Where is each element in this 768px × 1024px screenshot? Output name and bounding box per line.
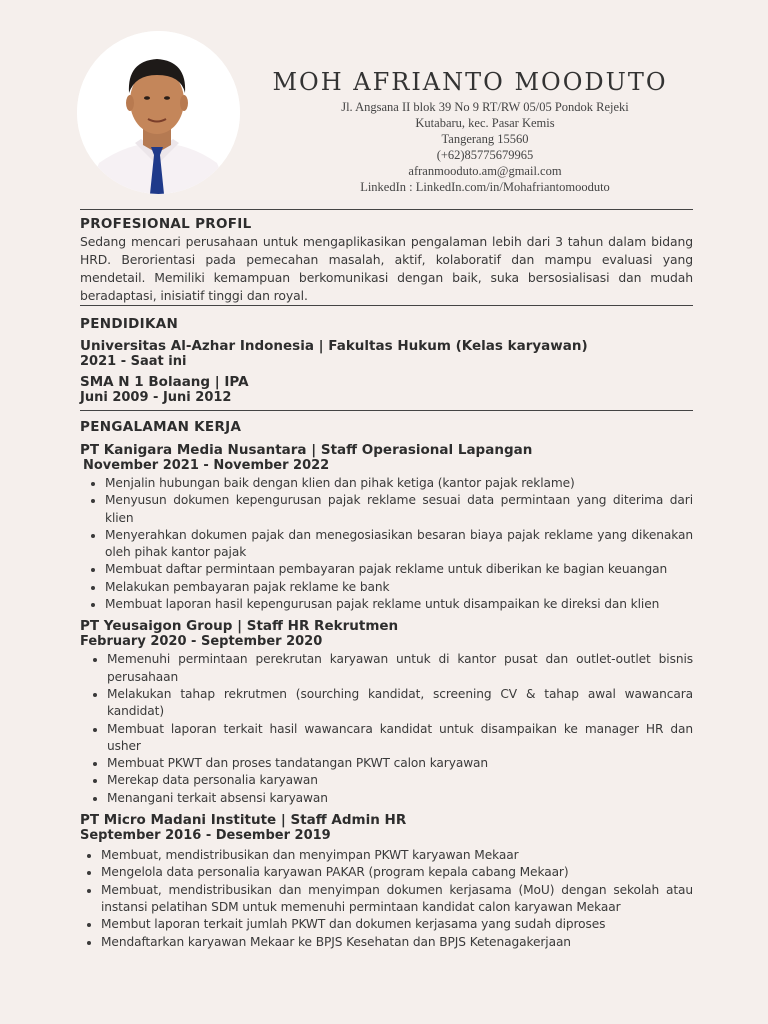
profile-text: Sedang mencari perusahaan untuk mengaplikasikan pengalaman lebih dari 3 tahun dalam bidang HRD. Berorientasi pada pemecahan masalah, aktif, kolaboratif dan mampu evaluasi yang mendetail. Memiliki kemampuan berkomunikasi dengan baik, suka bersosialisasi dan mudah beradaptasi, inisiatif tinggi dan royal.: [80, 234, 693, 303]
experience-section: [80, 419, 693, 951]
job-duty: • Melakukan tahap rekrutmen (sourching kandidat, screening CV & tahap awal wawancara kandidat): [107, 686, 693, 721]
job-duty: • Mengelola data personalia karyawan PAKAR (program kepala cabang Mekaar): [101, 864, 693, 881]
education-institution: Universitas Al-Azhar Indonesia | Fakultas Hukum (Kelas karyawan): [80, 338, 588, 354]
experience-heading: PENGALAMAN KERJA: [80, 419, 242, 435]
contact-address-line-2: Kutabaru, kec. Pasar Kemis: [415, 116, 555, 130]
divider: [80, 305, 693, 306]
job-entry: [80, 812, 693, 951]
job-title: PT Yeusaigon Group | Staff HR Rekrutmen: [80, 618, 399, 635]
job-duty: • Menjalin hubungan baik dengan klien dan pihak ketiga (kantor pajak reklame): [105, 475, 693, 492]
candidate-name: MOH AFRIANTO MOODUTO: [272, 68, 668, 96]
job-duties: [80, 475, 693, 613]
job-duty: • Membuat, mendistribusikan dan menyimpan PKWT karyawan Mekaar: [101, 847, 693, 864]
education-heading: PENDIDIKAN: [80, 316, 179, 332]
job-duty: • Memenuhi permintaan perekrutan karyawan untuk di kantor pusat dan outlet-outlet bisnis perusahaan: [107, 651, 693, 686]
education-date: 2021 - Saat ini: [80, 354, 187, 369]
job-duty: • Membuat daftar permintaan pembayaran pajak reklame untuk diberikan ke bagian keuangan: [105, 561, 693, 578]
contact-block: [300, 99, 670, 195]
job-date: November 2021 - November 2022: [83, 458, 330, 473]
education-date: Juni 2009 - Juni 2012: [80, 390, 232, 405]
job-duty: • Membuat laporan terkait hasil wawancara kandidat untuk disampaikan ke manager HR dan usher: [107, 721, 693, 756]
education-institution: SMA N 1 Bolaang | IPA: [80, 374, 249, 390]
job-duty: • Merekap data personalia karyawan: [107, 772, 693, 789]
education-item: [80, 338, 693, 369]
job-duty: • Melakukan pembayaran pajak reklame ke bank: [105, 579, 693, 596]
profile-photo: [77, 31, 240, 194]
job-duty: • Membuat PKWT dan proses tandatangan PKWT calon karyawan: [107, 755, 693, 772]
contact-phone: (+62)85775679965: [436, 148, 534, 162]
education-item: [80, 374, 693, 405]
contact-address-line-1: Jl. Angsana II blok 39 No 9 RT/RW 05/05 Pondok Rejeki: [341, 100, 629, 114]
job-title: PT Kanigara Media Nusantara | Staff Operasional Lapangan: [80, 442, 533, 458]
divider: [80, 410, 693, 411]
job-date: September 2016 - Desember 2019: [80, 828, 331, 844]
job-duty: • Membuat, mendistribusikan dan menyimpan dokumen kerjasama (MoU) dengan sekolah atau instansi pelatihan SDM untuk memenuhi permintaan kandidat calon karyawan Mekaar: [101, 882, 693, 917]
job-entry: [80, 618, 693, 807]
education-section: [80, 316, 693, 405]
job-duties: [80, 847, 693, 951]
job-duty: • Menangani terkait absensi karyawan: [107, 790, 693, 807]
contact-city: Tangerang 15560: [441, 132, 529, 146]
job-duties: [80, 651, 693, 807]
job-duty: • Membut laporan terkait jumlah PKWT dan dokumen kerjasama yang sudah diproses: [101, 916, 693, 933]
contact-linkedin[interactable]: LinkedIn : LinkedIn.com/in/Mohafriantomooduto: [360, 180, 610, 194]
job-date: February 2020 - September 2020: [80, 634, 323, 650]
job-title: PT Micro Madani Institute | Staff Admin HR: [80, 812, 407, 829]
divider: [80, 209, 693, 210]
job-duty: • Membuat laporan hasil kepengurusan pajak reklame untuk disampaikan ke direksi dan klien: [105, 596, 693, 613]
profile-photo-illustration: [77, 31, 240, 194]
job-duty: • Menyerahkan dokumen pajak dan menegosiasikan besaran biaya pajak reklame yang dikenakan oleh pihak kantor pajak: [105, 527, 693, 562]
profile-section: [80, 216, 693, 305]
contact-email[interactable]: afranmooduto.am@gmail.com: [408, 164, 562, 178]
job-duty: • Menyusun dokumen kepengurusan pajak reklame sesuai data permintaan yang diterima dari klien: [105, 492, 693, 527]
job-entry: [80, 442, 693, 613]
job-duty: • Mendaftarkan karyawan Mekaar ke BPJS Kesehatan dan BPJS Ketenagakerjaan: [101, 934, 693, 951]
profile-heading: PROFESIONAL PROFIL: [80, 216, 252, 232]
